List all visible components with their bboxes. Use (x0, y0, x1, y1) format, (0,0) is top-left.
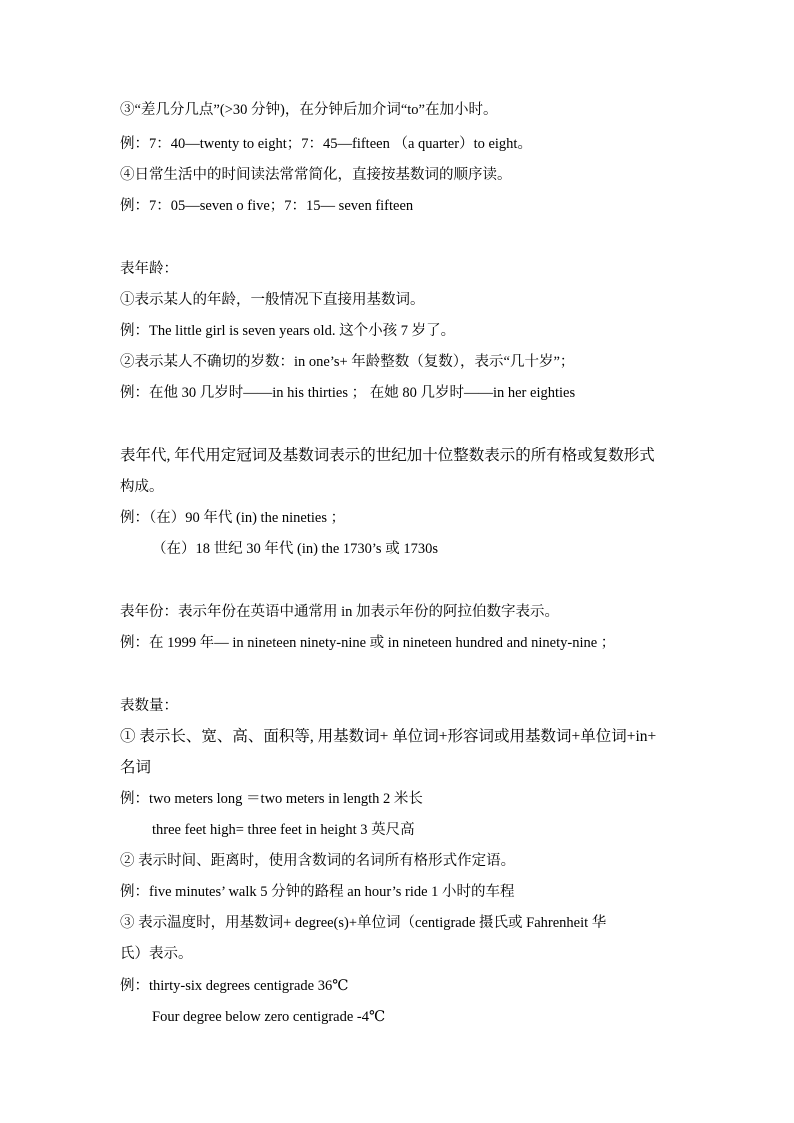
quantity-rule-1-example-1: 例：two meters long ＝two meters in length 2 米长 (120, 791, 423, 807)
quantity-rule-3-cont: 氏）表示。 (120, 946, 193, 962)
quantity-rule-3: ③ 表示温度时，用基数词+ degree(s)+单位词（centigrade 摄氏或 Fahrenheit 华 (120, 915, 607, 931)
section-heading-decade-cont: 构成。 (120, 479, 164, 495)
age-rule-1: ①表示某人的年龄，一般情况下直接用基数词。 (120, 292, 425, 308)
decade-example-2: （在）18 世纪 30 年代 (in) the 1730’s 或 1730s (152, 541, 438, 557)
age-rule-2: ②表示某人不确切的岁数：in one’s+ 年龄整数（复数），表示“几十岁”； (120, 354, 575, 370)
quantity-rule-1-example-2: three feet high= three feet in height 3 英尺高 (152, 822, 415, 838)
quantity-rule-1-cont: 名词 (120, 759, 152, 776)
quantity-rule-3-example-2: Four degree below zero centigrade -4℃ (152, 1009, 386, 1025)
time-rule-4-example: 例：7：05—seven o five；7：15— seven fifteen (120, 198, 414, 214)
time-rule-3-example: 例：7：40—twenty to eight；7：45—fifteen （a quarter）to eight。 (120, 136, 532, 152)
quantity-rule-2: ② 表示时间、距离时，使用含数词的名词所有格形式作定语。 (120, 853, 516, 869)
year-example: 例：在 1999 年— in nineteen ninety-nine 或 in nineteen hundred and ninety-nine ； (120, 635, 616, 651)
age-rule-2-example: 例：在他 30 几岁时——in his thirties ； 在她 80 几岁时——in her eighties (120, 385, 576, 401)
time-rule-4: ④日常生活中的时间读法常常简化，直接按基数词的顺序读。 (120, 167, 512, 183)
section-heading-age: 表年龄： (120, 261, 178, 277)
section-heading-decade: 表年代, 年代用定冠词及基数词表示的世纪加十位整数表示的所有格或复数形式 (120, 447, 655, 464)
time-rule-3: ③“差几分几点”(>30 分钟)，在分钟后加介词“to”在加小时。 (120, 102, 498, 118)
section-heading-quantity: 表数量： (120, 698, 178, 714)
decade-example-1: 例：（在）90 年代 (in) the nineties ； (120, 510, 346, 526)
quantity-rule-2-example: 例：five minutes’ walk 5 分钟的路程 an hour’s ride 1 小时的车程 (120, 884, 515, 900)
quantity-rule-3-example-1: 例：thirty-six degrees centigrade 36℃ (120, 978, 349, 994)
age-rule-1-example: 例：The little girl is seven years old. 这个小孩 7 岁了。 (120, 323, 456, 339)
quantity-rule-1: ① 表示长、宽、高、面积等, 用基数词+ 单位词+形容词或用基数词+单位词+in+ (120, 728, 657, 745)
section-heading-year: 表年份：表示年份在英语中通常用 in 加表示年份的阿拉伯数字表示。 (120, 604, 560, 620)
